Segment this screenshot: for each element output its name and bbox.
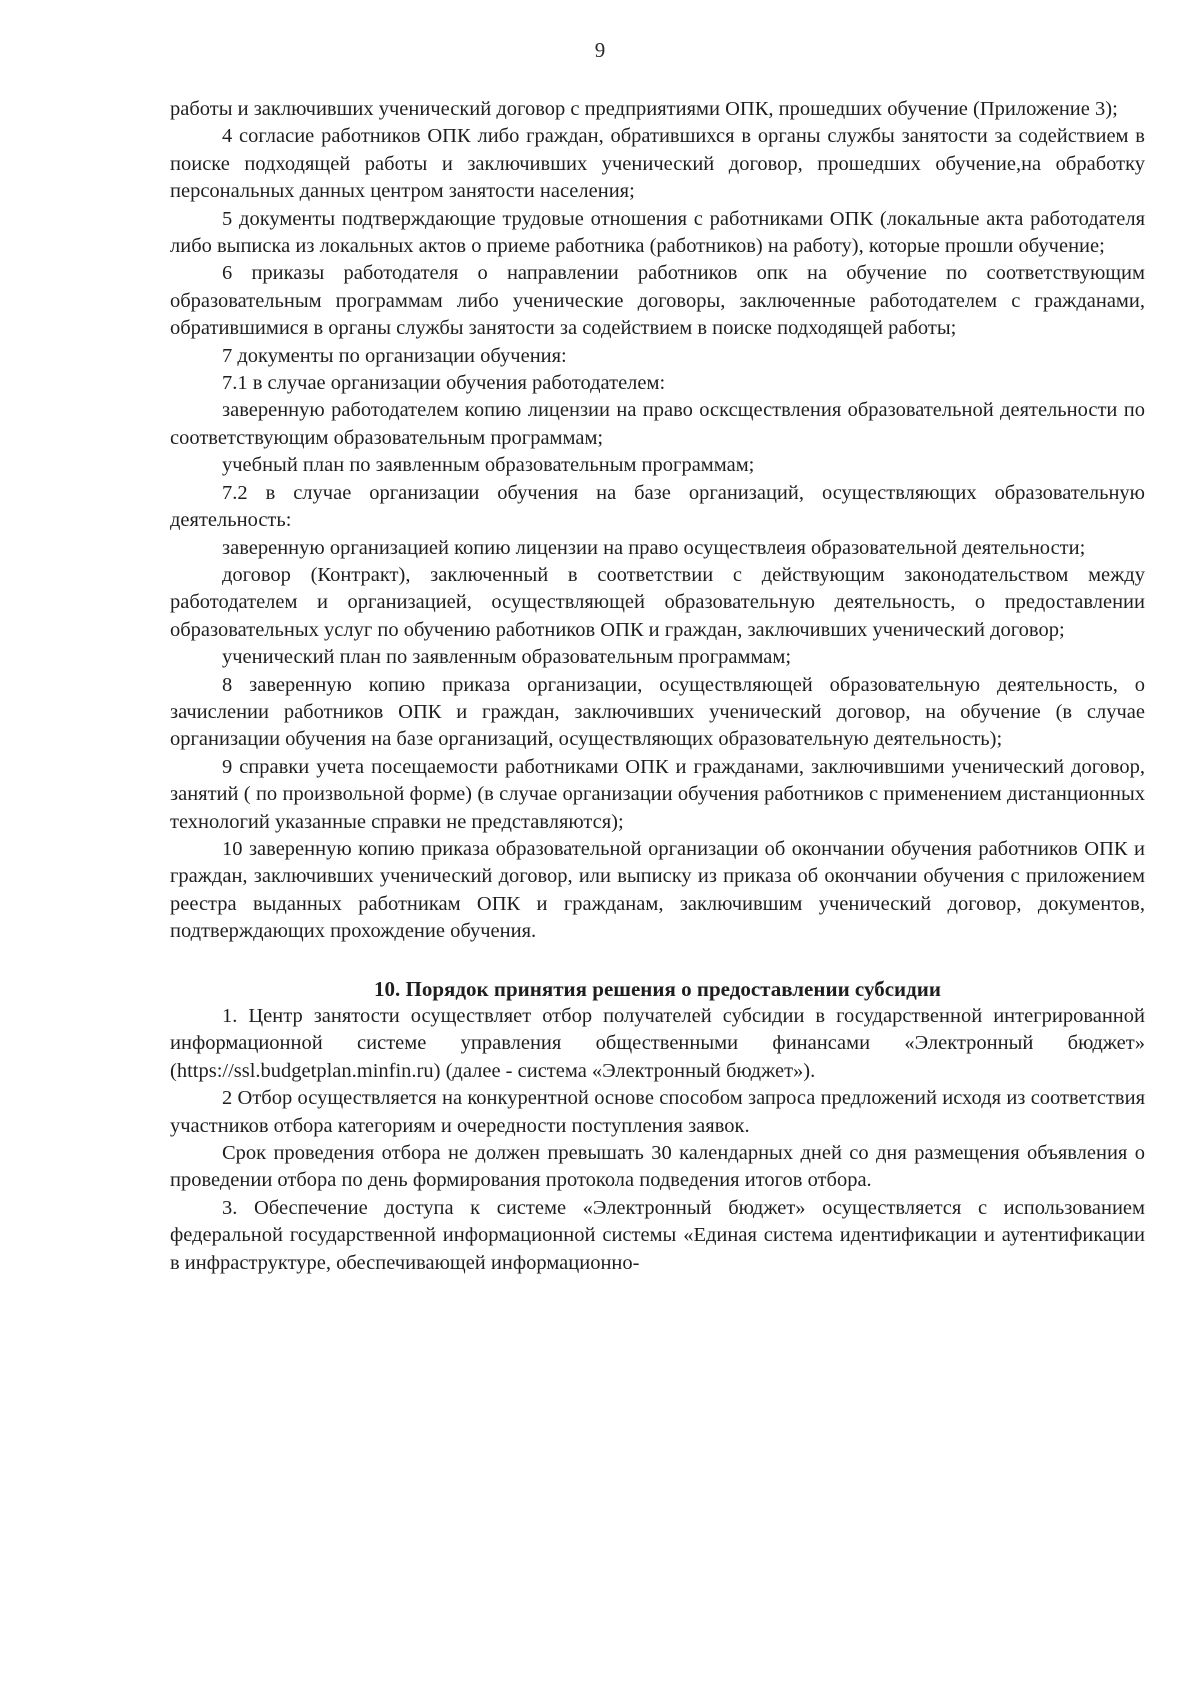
section-heading: 10. Порядок принятия решения о предоставлении субсидии xyxy=(374,976,941,1001)
section-paragraph-1: 1. Центр занятости осуществляет отбор получателей субсидии в государственной интегрированной информационной системе управления общественными финансами «Электронный бюджет» (https://ssl.budgetplan.minfin.ru) (далее - система «Электронный бюджет»). xyxy=(170,1005,1145,1082)
paragraph-item-10: 10 заверенную копию приказа образовательной организации об окончании обучения работников ОПК и граждан, заключивших ученический договор, или выписку из приказа об окончании обучения с приложением реестра выданных работникам ОПК и гражданам, заключившим ученический договор, документов, подтверждающих прохождение обучения. xyxy=(170,837,1145,943)
paragraph-item-8: 8 заверенную копию приказа организации, осуществляющей образовательную деятельность, о зачислении работников ОПК и граждан, заключивших ученический договор, на обучение (в случае организации обучения на базе организаций, осуществляющих образовательную деятельность); xyxy=(170,673,1145,751)
paragraph-license-copy: заверенную работодателем копию лицензии на право осксществления образовательной деятельности по соответствующим образовательным программам; xyxy=(170,399,1145,449)
page-number: 9 xyxy=(594,38,606,62)
paragraph-item-7-2: 7.2 в случае организации обучения на базе организаций, осуществляющих образовательную деятельность: xyxy=(170,481,1145,532)
section-paragraph-2: 2 Отбор осуществляется на конкурентной основе способом запроса предложений исходя из соответствия участников отбора категориям и очередности поступления заявок. xyxy=(170,1087,1145,1137)
paragraph-item-7: 7 документы по организации обучения: xyxy=(222,344,567,367)
section-paragraph-term: Срок проведения отбора не должен превышать 30 календарных дней со дня размещения объявления о проведении отбора по день формирования протокола подведения итогов отбора. xyxy=(170,1142,1145,1192)
paragraph-student-plan: ученический план по заявленным образовательным программам; xyxy=(222,646,792,669)
paragraph-org-license-copy: заверенную организацией копию лицензии на право осуществлеия образовательной деятельности; xyxy=(222,536,1086,559)
paragraph-item-4: 4 согласие работников ОПК либо граждан, обратившихся в органы службы занятости за содействием в поиске подходящей работы и заключивших ученический договор, прошедших обучение,на обработку персональных данных центром занятости населения; xyxy=(170,125,1145,203)
paragraph-continuation: работы и заключивших ученический договор с предприятиями ОПК, прошедших обучение (Приложение 3); xyxy=(170,98,1118,120)
paragraph-item-6: 6 приказы работодателя о направлении работников опк на обучение по соответствующим образовательным программам либо ученические договоры, заключенные работодателем с гражданами, обратившимися в органы службы занятости за содействием в поиске подходящей работы; xyxy=(170,262,1145,340)
section-paragraph-3: 3. Обеспечение доступа к системе «Электронный бюджет» осуществляется с использованием федеральной государственной информационной системы «Единая система идентификации и аутентификации в инфраструктуре, обеспечивающей информационно- xyxy=(170,1196,1145,1274)
paragraph-item-7-1: 7.1 в случае организации обучения работодателем: xyxy=(222,372,666,395)
paragraph-item-5: 5 документы подтверждающие трудовые отношения с работниками ОПК (локальные акта работодателя либо выписка из локальных актов о приеме работника (работников) на работу), которые прошли обучение; xyxy=(170,207,1145,258)
document-body xyxy=(170,96,1145,1277)
paragraph-study-plan: учебный план по заявленным образовательным программам; xyxy=(222,454,755,477)
paragraph-contract: договор (Контракт), заключенный в соответствии с действующим законодательством между работодателем и организацией, осуществляющей образовательную деятельность, о предоставлении образовательных услуг по обучению работников ОПК и граждан, заключивших ученический договор; xyxy=(170,563,1145,641)
paragraph-item-9: 9 справки учета посещаемости работниками ОПК и гражданами, заключившими ученический договор, занятий ( по произвольной форме) (в случае организации обучения работников с применением дистанционных технологий указанные справки не представляются); xyxy=(170,755,1145,833)
